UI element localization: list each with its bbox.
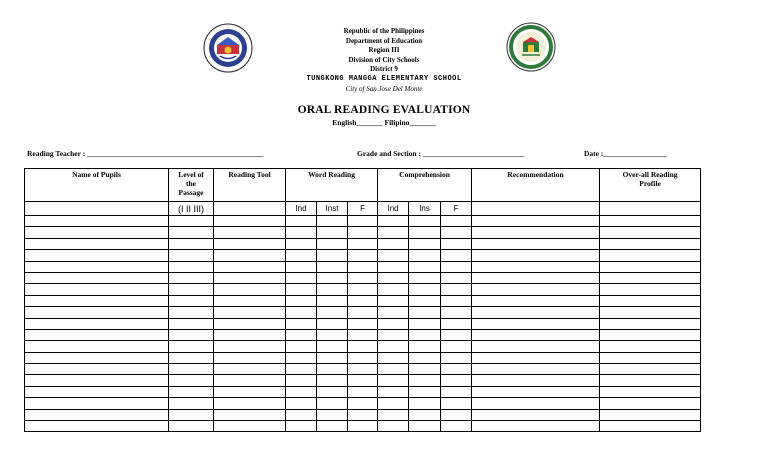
table-cell[interactable] <box>600 284 701 295</box>
table-cell[interactable] <box>214 364 286 375</box>
table-cell[interactable] <box>214 398 286 409</box>
table-cell[interactable] <box>25 307 169 318</box>
table-cell[interactable] <box>441 329 472 340</box>
table-cell[interactable] <box>25 261 169 272</box>
table-cell[interactable] <box>286 307 317 318</box>
table-cell[interactable] <box>286 409 317 420</box>
table-cell[interactable] <box>25 227 169 238</box>
table-cell[interactable] <box>472 341 600 352</box>
table-cell[interactable] <box>378 238 409 249</box>
grade-section-field[interactable]: Grade and Section : ___________________________ <box>357 149 525 158</box>
table-cell[interactable] <box>214 295 286 306</box>
table-cell[interactable] <box>441 227 472 238</box>
header-overall-profile <box>600 169 701 202</box>
table-cell[interactable] <box>441 352 472 363</box>
table-cell[interactable] <box>441 216 472 227</box>
table-body <box>25 216 701 432</box>
table-cell[interactable] <box>169 421 214 432</box>
school-city: City of San Jose Del Monte <box>345 84 423 93</box>
table-cell[interactable] <box>348 227 378 238</box>
table-cell[interactable] <box>25 284 169 295</box>
table-row <box>25 238 701 249</box>
table-cell[interactable] <box>472 386 600 397</box>
table-cell[interactable] <box>25 250 169 261</box>
table-cell[interactable] <box>378 272 409 283</box>
table-cell[interactable] <box>441 261 472 272</box>
table-cell[interactable] <box>472 261 600 272</box>
table-cell[interactable] <box>600 227 701 238</box>
table-cell[interactable] <box>409 250 441 261</box>
table-cell[interactable] <box>472 409 600 420</box>
table-row <box>25 398 701 409</box>
table-cell[interactable] <box>600 421 701 432</box>
table-cell[interactable] <box>286 421 317 432</box>
table-row <box>25 329 701 340</box>
table-cell[interactable] <box>286 250 317 261</box>
table-cell[interactable] <box>348 216 378 227</box>
table-cell[interactable] <box>600 216 701 227</box>
table-cell[interactable] <box>409 375 441 386</box>
table-cell[interactable] <box>378 386 409 397</box>
table-cell[interactable] <box>600 386 701 397</box>
table-row <box>25 272 701 283</box>
table-cell[interactable] <box>600 364 701 375</box>
table-cell[interactable] <box>286 341 317 352</box>
table-cell[interactable] <box>348 318 378 329</box>
table-cell[interactable] <box>214 261 286 272</box>
table-cell[interactable] <box>472 421 600 432</box>
table-cell[interactable] <box>472 375 600 386</box>
table-cell[interactable] <box>286 375 317 386</box>
table-cell[interactable] <box>409 364 441 375</box>
table-cell[interactable] <box>317 284 348 295</box>
subheader-word-ind: Ind <box>286 202 317 216</box>
table-cell[interactable] <box>600 375 701 386</box>
table-cell[interactable] <box>214 284 286 295</box>
table-cell[interactable] <box>409 307 441 318</box>
table-cell[interactable] <box>472 216 600 227</box>
evaluation-table <box>24 168 701 432</box>
table-cell[interactable] <box>317 375 348 386</box>
table-cell[interactable] <box>317 295 348 306</box>
subheader-blank <box>214 202 286 216</box>
subheader-comp-f: F <box>441 202 472 216</box>
table-cell[interactable] <box>472 272 600 283</box>
table-cell[interactable] <box>378 318 409 329</box>
table-cell[interactable] <box>214 250 286 261</box>
table-cell[interactable] <box>317 261 348 272</box>
table-cell[interactable] <box>348 238 378 249</box>
table-cell[interactable] <box>409 352 441 363</box>
table-cell[interactable] <box>378 261 409 272</box>
table-cell[interactable] <box>441 272 472 283</box>
table-cell[interactable] <box>286 272 317 283</box>
table-cell[interactable] <box>286 238 317 249</box>
table-cell[interactable] <box>169 261 214 272</box>
table-cell[interactable] <box>286 352 317 363</box>
table-cell[interactable] <box>317 352 348 363</box>
table-cell[interactable] <box>348 284 378 295</box>
table-row <box>25 352 701 363</box>
table-cell[interactable] <box>600 398 701 409</box>
table-cell[interactable] <box>25 318 169 329</box>
table-cell[interactable] <box>348 272 378 283</box>
reading-teacher-field[interactable]: Reading Teacher : _______________________________________________ <box>27 149 264 158</box>
table-cell[interactable] <box>409 238 441 249</box>
table-cell[interactable] <box>378 421 409 432</box>
letterhead-republic: Republic of the Philippines <box>343 27 425 35</box>
table-cell[interactable] <box>25 375 169 386</box>
table-row <box>25 421 701 432</box>
table-cell[interactable] <box>600 341 701 352</box>
header-overall-line2: Profile <box>639 179 661 188</box>
table-cell[interactable] <box>169 318 214 329</box>
table-cell[interactable] <box>286 227 317 238</box>
table-cell[interactable] <box>286 284 317 295</box>
header-reading-tool: Reading Tool <box>214 169 286 202</box>
table-cell[interactable] <box>169 386 214 397</box>
table-cell[interactable] <box>169 364 214 375</box>
table-cell[interactable] <box>600 261 701 272</box>
table-cell[interactable] <box>378 364 409 375</box>
table-cell[interactable] <box>286 295 317 306</box>
page-title: ORAL READING EVALUATION <box>297 104 471 116</box>
table-cell[interactable] <box>317 272 348 283</box>
table-cell[interactable] <box>348 341 378 352</box>
table-cell[interactable] <box>409 386 441 397</box>
table-row <box>25 341 701 352</box>
letterhead-division: Division of City Schools <box>348 55 420 64</box>
table-cell[interactable] <box>348 295 378 306</box>
subheader-word-inst: Inst <box>317 202 348 216</box>
table-cell[interactable] <box>317 421 348 432</box>
table-cell[interactable] <box>472 307 600 318</box>
table-cell[interactable] <box>286 398 317 409</box>
table-cell[interactable] <box>441 421 472 432</box>
table-cell[interactable] <box>600 272 701 283</box>
table-cell[interactable] <box>169 227 214 238</box>
table-cell[interactable] <box>169 272 214 283</box>
table-cell[interactable] <box>214 272 286 283</box>
table-cell[interactable] <box>317 341 348 352</box>
table-cell[interactable] <box>214 329 286 340</box>
table-cell[interactable] <box>169 375 214 386</box>
table-cell[interactable] <box>169 398 214 409</box>
table-cell[interactable] <box>214 227 286 238</box>
table-cell[interactable] <box>409 341 441 352</box>
table-cell[interactable] <box>600 238 701 249</box>
table-cell[interactable] <box>25 341 169 352</box>
table-cell[interactable] <box>214 307 286 318</box>
table-cell[interactable] <box>25 216 169 227</box>
table-cell[interactable] <box>169 409 214 420</box>
table-cell[interactable] <box>348 375 378 386</box>
table-cell[interactable] <box>600 352 701 363</box>
table-cell[interactable] <box>441 250 472 261</box>
header-recommendation: Recommendation <box>472 169 600 202</box>
table-row <box>25 295 701 306</box>
table-cell[interactable] <box>214 421 286 432</box>
table-cell[interactable] <box>169 295 214 306</box>
table-cell[interactable] <box>286 364 317 375</box>
table-cell[interactable] <box>317 364 348 375</box>
table-cell[interactable] <box>348 409 378 420</box>
table-row <box>25 250 701 261</box>
table-cell[interactable] <box>25 398 169 409</box>
table-cell[interactable] <box>25 272 169 283</box>
table-cell[interactable] <box>348 398 378 409</box>
table-header-row <box>25 169 701 202</box>
table-cell[interactable] <box>348 307 378 318</box>
table-cell[interactable] <box>600 295 701 306</box>
subheader-blank <box>25 202 169 216</box>
table-cell[interactable] <box>214 216 286 227</box>
table-cell[interactable] <box>441 398 472 409</box>
table-cell[interactable] <box>409 295 441 306</box>
table-cell[interactable] <box>169 250 214 261</box>
table-cell[interactable] <box>409 329 441 340</box>
table-cell[interactable] <box>214 375 286 386</box>
table-cell[interactable] <box>169 329 214 340</box>
table-cell[interactable] <box>25 386 169 397</box>
subheader-word-f: F <box>348 202 378 216</box>
table-cell[interactable] <box>441 386 472 397</box>
table-cell[interactable] <box>317 386 348 397</box>
table-cell[interactable] <box>378 341 409 352</box>
table-cell[interactable] <box>348 261 378 272</box>
table-cell[interactable] <box>600 329 701 340</box>
table-cell[interactable] <box>214 352 286 363</box>
table-cell[interactable] <box>378 352 409 363</box>
header-level-line2: the <box>186 179 196 188</box>
table-cell[interactable] <box>378 307 409 318</box>
table-cell[interactable] <box>378 227 409 238</box>
table-cell[interactable] <box>214 409 286 420</box>
table-cell[interactable] <box>441 284 472 295</box>
table-cell[interactable] <box>409 272 441 283</box>
table-cell[interactable] <box>214 341 286 352</box>
table-cell[interactable] <box>169 284 214 295</box>
table-cell[interactable] <box>348 329 378 340</box>
table-cell[interactable] <box>348 364 378 375</box>
subheader-comp-ind: Ind <box>378 202 409 216</box>
table-cell[interactable] <box>25 329 169 340</box>
header-name-of-pupils: Name of Pupils <box>25 169 169 202</box>
table-cell[interactable] <box>169 341 214 352</box>
table-cell[interactable] <box>169 352 214 363</box>
table-cell[interactable] <box>409 421 441 432</box>
letterhead-department: Department of Education <box>345 36 423 45</box>
table-cell[interactable] <box>286 216 317 227</box>
table-row <box>25 261 701 272</box>
table-cell[interactable] <box>441 341 472 352</box>
table-cell[interactable] <box>214 386 286 397</box>
table-cell[interactable] <box>378 216 409 227</box>
table-cell[interactable] <box>600 409 701 420</box>
table-cell[interactable] <box>472 238 600 249</box>
table-cell[interactable] <box>348 421 378 432</box>
table-cell[interactable] <box>472 250 600 261</box>
table-row <box>25 364 701 375</box>
table-cell[interactable] <box>441 295 472 306</box>
language-line: English_______ Filipino_______ <box>332 118 436 127</box>
table-cell[interactable] <box>317 318 348 329</box>
school-name: TUNGKONG MANGGA ELEMENTARY SCHOOL <box>306 74 462 83</box>
table-cell[interactable] <box>378 375 409 386</box>
table-cell[interactable] <box>348 250 378 261</box>
header-word-reading: Word Reading <box>286 169 378 202</box>
letterhead-district: District 9 <box>370 65 398 74</box>
table-cell[interactable] <box>378 329 409 340</box>
table-cell[interactable] <box>317 398 348 409</box>
table-cell[interactable] <box>25 364 169 375</box>
table-cell[interactable] <box>317 307 348 318</box>
header-level-line1: Level of <box>178 170 204 179</box>
table-cell[interactable] <box>348 386 378 397</box>
table-cell[interactable] <box>472 352 600 363</box>
table-cell[interactable] <box>600 250 701 261</box>
table-cell[interactable] <box>378 398 409 409</box>
table-row <box>25 375 701 386</box>
table-row <box>25 307 701 318</box>
table-cell[interactable] <box>317 409 348 420</box>
subheader-level: (I II III) <box>169 202 214 216</box>
table-row <box>25 409 701 420</box>
subheader-comp-ins: Ins <box>409 202 441 216</box>
table-cell[interactable] <box>25 409 169 420</box>
table-cell[interactable] <box>214 238 286 249</box>
table-cell[interactable] <box>409 216 441 227</box>
table-cell[interactable] <box>600 318 701 329</box>
table-cell[interactable] <box>286 386 317 397</box>
table-cell[interactable] <box>472 318 600 329</box>
table-cell[interactable] <box>472 398 600 409</box>
table-cell[interactable] <box>25 421 169 432</box>
table-cell[interactable] <box>169 307 214 318</box>
table-cell[interactable] <box>317 250 348 261</box>
table-cell[interactable] <box>409 398 441 409</box>
table-cell[interactable] <box>472 329 600 340</box>
letterhead <box>0 27 768 94</box>
table-row <box>25 284 701 295</box>
table-cell[interactable] <box>472 364 600 375</box>
table-cell[interactable] <box>441 409 472 420</box>
table-subheader-row <box>25 202 701 216</box>
table-cell[interactable] <box>25 352 169 363</box>
table-cell[interactable] <box>169 238 214 249</box>
table-cell[interactable] <box>317 329 348 340</box>
table-cell[interactable] <box>441 307 472 318</box>
table-cell[interactable] <box>286 318 317 329</box>
table-cell[interactable] <box>441 238 472 249</box>
table-cell[interactable] <box>472 295 600 306</box>
table-cell[interactable] <box>25 238 169 249</box>
header-overall-line1: Over-all Reading <box>622 170 678 179</box>
table-cell[interactable] <box>214 318 286 329</box>
header-level-line3: Passage <box>178 188 204 197</box>
table-row <box>25 386 701 397</box>
table-cell[interactable] <box>25 295 169 306</box>
table-cell[interactable] <box>378 284 409 295</box>
subheader-blank <box>472 202 600 216</box>
table-cell[interactable] <box>286 329 317 340</box>
subheader-blank <box>600 202 701 216</box>
table-row <box>25 216 701 227</box>
table-cell[interactable] <box>409 284 441 295</box>
table-cell[interactable] <box>378 250 409 261</box>
header-level-of-passage <box>169 169 214 202</box>
table-cell[interactable] <box>317 238 348 249</box>
table-cell[interactable] <box>472 284 600 295</box>
table-cell[interactable] <box>286 261 317 272</box>
table-cell[interactable] <box>409 409 441 420</box>
table-cell[interactable] <box>600 307 701 318</box>
table-cell[interactable] <box>441 318 472 329</box>
header-comprehension: Comprehension <box>378 169 472 202</box>
table-row <box>25 227 701 238</box>
table-cell[interactable] <box>409 227 441 238</box>
table-row <box>25 318 701 329</box>
table-cell[interactable] <box>409 261 441 272</box>
table-cell[interactable] <box>169 216 214 227</box>
table-cell[interactable] <box>441 375 472 386</box>
table-cell[interactable] <box>409 318 441 329</box>
table-cell[interactable] <box>348 352 378 363</box>
table-cell[interactable] <box>378 409 409 420</box>
table-cell[interactable] <box>317 216 348 227</box>
date-field[interactable]: Date :_________________ <box>584 149 668 158</box>
table-cell[interactable] <box>378 295 409 306</box>
table-cell[interactable] <box>317 227 348 238</box>
letterhead-region: Region III <box>368 46 400 55</box>
table-cell[interactable] <box>441 364 472 375</box>
table-cell[interactable] <box>472 227 600 238</box>
